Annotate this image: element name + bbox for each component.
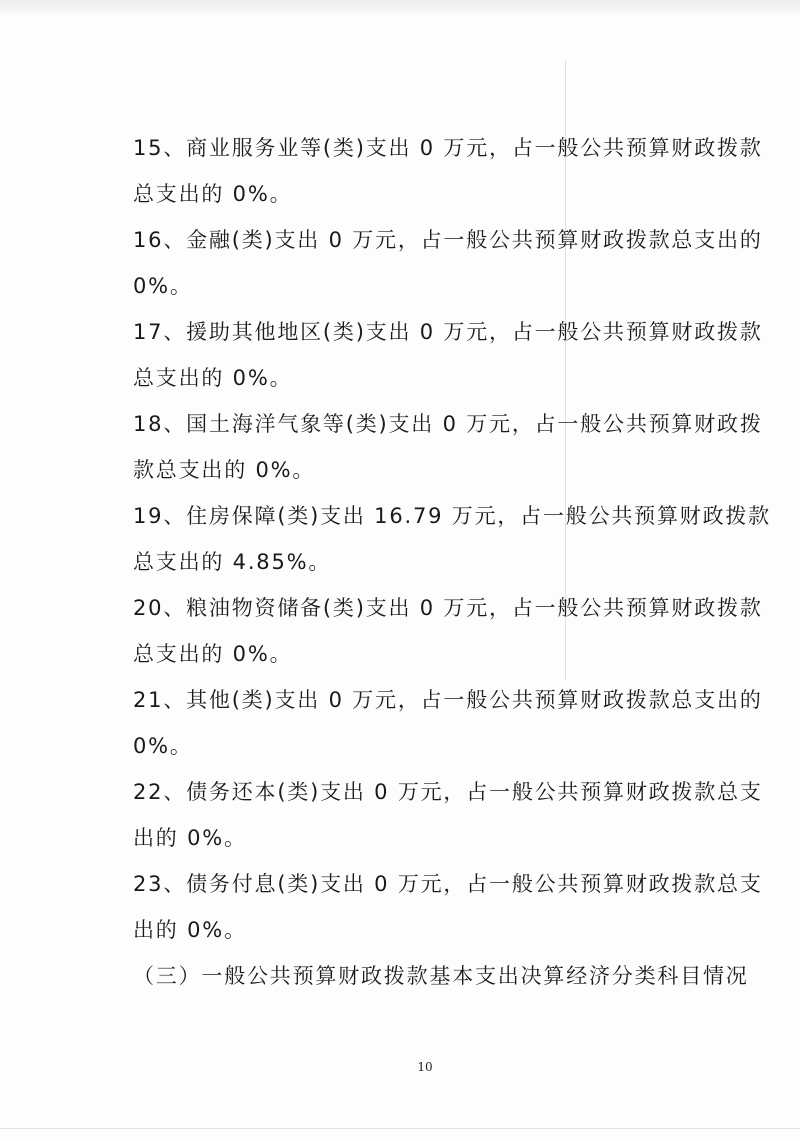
paragraph-item-20 — [133, 585, 763, 677]
paragraph-item-17 — [133, 309, 763, 401]
document-body — [133, 125, 771, 999]
paragraph-line: 20、粮油物资储备(类)支出 0 万元，占一般公共预算财政拨款 — [133, 596, 763, 620]
paragraph-line: 19、住房保障(类)支出 16.79 万元，占一般公共预算财政拨款 — [133, 504, 771, 528]
paragraph-line: 款总支出的 0%。 — [133, 458, 316, 482]
paragraph-line: 23、债务付息(类)支出 0 万元，占一般公共预算财政拨款总支 — [133, 872, 763, 896]
paragraph-line: 总支出的 0%。 — [133, 366, 293, 390]
paragraph-item-19 — [133, 493, 771, 585]
page-number: 10 — [417, 1060, 433, 1074]
paragraph-line: 出的 0%。 — [133, 826, 247, 850]
paragraph-line: 17、援助其他地区(类)支出 0 万元，占一般公共预算财政拨款 — [133, 320, 763, 344]
paragraph-item-16 — [133, 217, 763, 309]
paragraph-item-18 — [133, 401, 763, 493]
paragraph-line: 出的 0%。 — [133, 918, 247, 942]
paragraph-item-22 — [133, 769, 763, 861]
scan-artifact-line — [0, 1128, 800, 1129]
paragraph-line: 0%。 — [133, 734, 193, 758]
section-heading — [133, 953, 749, 999]
scan-shadow — [0, 0, 800, 18]
paragraph-item-21 — [133, 677, 763, 769]
paragraph-line: 21、其他(类)支出 0 万元，占一般公共预算财政拨款总支出的 — [133, 688, 763, 712]
paragraph-line: 总支出的 0%。 — [133, 642, 293, 666]
paragraph-line: 16、金融(类)支出 0 万元，占一般公共预算财政拨款总支出的 — [133, 228, 763, 252]
paragraph-line: 总支出的 4.85%。 — [133, 550, 332, 574]
paragraph-line: 总支出的 0%。 — [133, 182, 293, 206]
paragraph-item-15 — [133, 125, 763, 217]
paragraph-item-23 — [133, 861, 763, 953]
paragraph-line: 0%。 — [133, 274, 193, 298]
paragraph-line: 15、商业服务业等(类)支出 0 万元，占一般公共预算财政拨款 — [133, 136, 763, 160]
section-heading-text: （三）一般公共预算财政拨款基本支出决算经济分类科目情况 — [133, 964, 749, 988]
paragraph-line: 18、国土海洋气象等(类)支出 0 万元，占一般公共预算财政拨 — [133, 412, 763, 436]
paragraph-line: 22、债务还本(类)支出 0 万元，占一般公共预算财政拨款总支 — [133, 780, 763, 804]
